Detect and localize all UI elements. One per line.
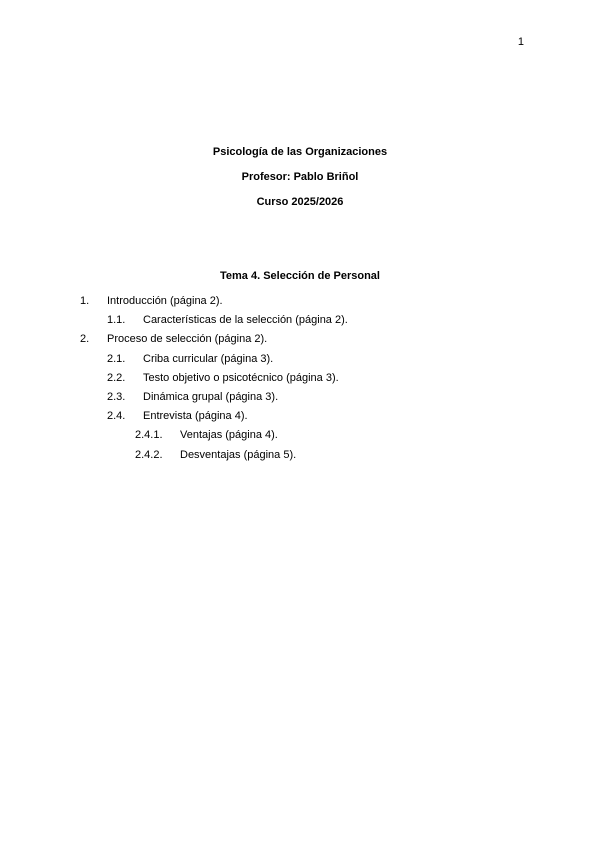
toc-item-number: 2.2.	[107, 371, 126, 384]
toc-item	[0, 410, 600, 423]
table-of-contents	[0, 295, 600, 468]
toc-item-text: Ventajas (página 4).	[180, 429, 278, 442]
toc-item	[0, 391, 600, 404]
toc-item-number: 1.	[80, 295, 90, 307]
toc-item-number: 1.1.	[107, 314, 126, 327]
toc-item	[0, 449, 600, 462]
toc-item-number: 2.4.1.	[135, 429, 163, 442]
toc-item-number: 2.4.2.	[135, 448, 163, 461]
toc-item-text: Proceso de selección (página 2).	[107, 333, 268, 346]
section-title: Tema 4. Selección de Personal	[220, 270, 380, 282]
toc-item-text: Introducción (página 2).	[107, 295, 223, 307]
toc-item-number: 2.1.	[107, 352, 126, 365]
toc-item	[0, 314, 600, 327]
professor-name: Profesor: Pablo Briñol	[241, 171, 359, 183]
title-block	[0, 146, 600, 221]
toc-item-text: Testo objetivo o psicotécnico (página 3).	[143, 371, 339, 384]
toc-item-text: Criba curricular (página 3).	[143, 352, 274, 365]
toc-item-number: 2.3.	[107, 390, 126, 403]
toc-item-text: Entrevista (página 4).	[143, 410, 248, 423]
toc-item	[0, 333, 600, 346]
toc-item	[0, 353, 600, 366]
course-year: Curso 2025/2026	[256, 196, 344, 208]
toc-item-number: 2.	[80, 333, 90, 346]
toc-item-text: Características de la selección (página 2).	[143, 314, 348, 327]
toc-item-text: Desventajas (página 5).	[180, 448, 297, 461]
toc-item	[0, 429, 600, 442]
page-number: 1	[517, 36, 524, 48]
toc-item-text: Dinámica grupal (página 3).	[143, 390, 279, 403]
toc-item	[0, 372, 600, 385]
toc-item	[0, 295, 600, 308]
course-title: Psicología de las Organizaciones	[212, 146, 388, 158]
toc-item-number: 2.4.	[107, 410, 126, 423]
